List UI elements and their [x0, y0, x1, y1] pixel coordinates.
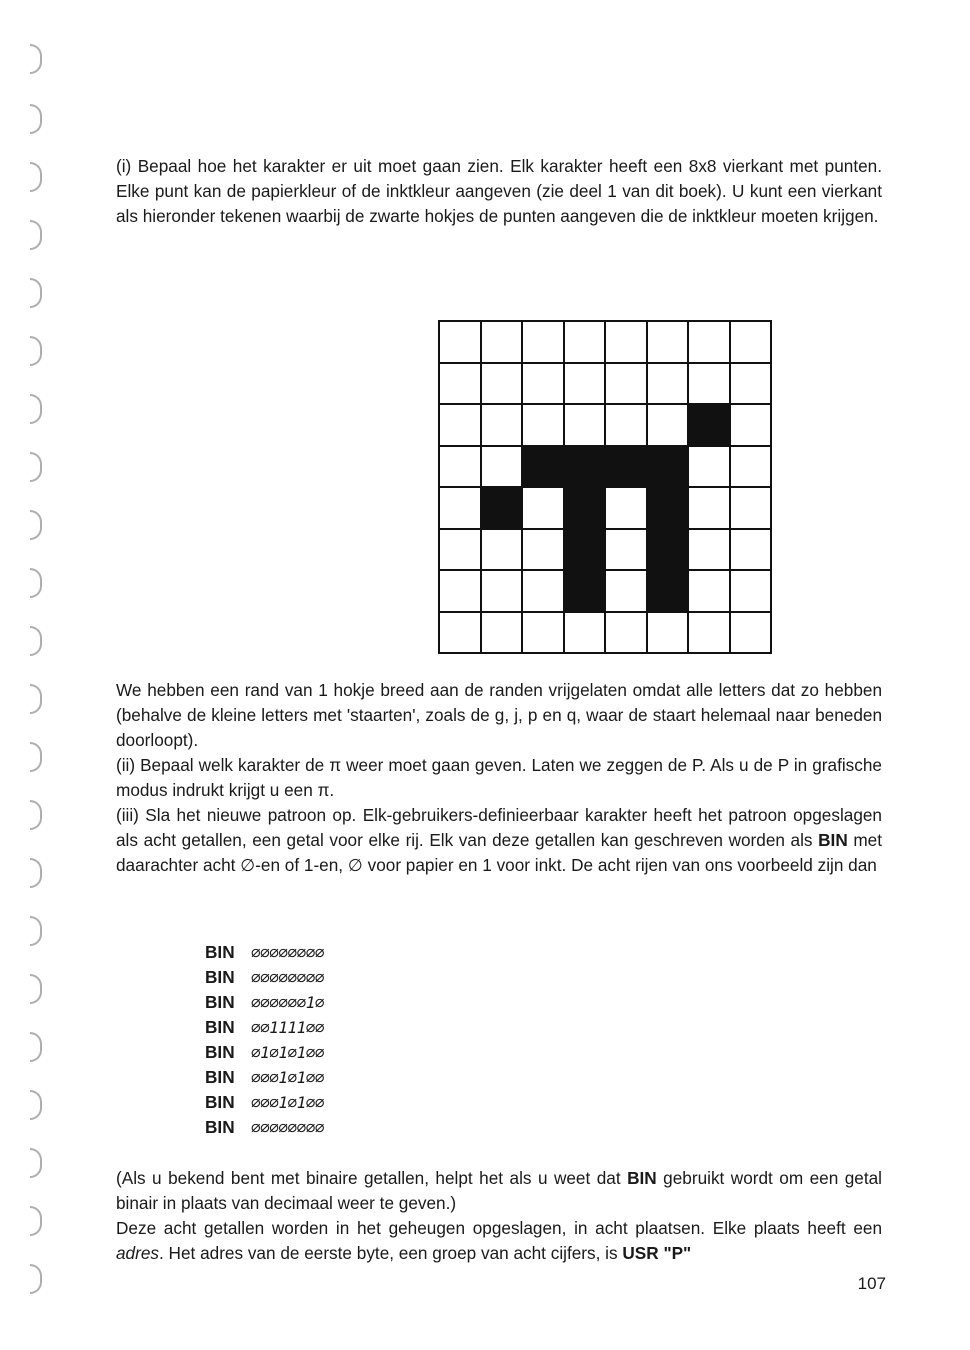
binding-ring [30, 1032, 42, 1062]
grid-cell [606, 405, 646, 445]
bin-keyword: BIN [818, 830, 848, 850]
bin-row [205, 965, 324, 990]
binding-ring [30, 1148, 42, 1178]
grid-cell [482, 488, 522, 528]
closing-paragraph [116, 1166, 882, 1266]
grid-cell [731, 571, 771, 611]
binding-ring [30, 626, 42, 656]
grid-cell [648, 447, 688, 487]
bin-row [205, 940, 324, 965]
binding-ring [30, 452, 42, 482]
page-number: 107 [857, 1274, 886, 1293]
bin-pattern-list [205, 940, 324, 1140]
grid-cell [565, 447, 605, 487]
binding-ring [30, 858, 42, 888]
closing-text-3: Deze acht getallen worden in het geheugen opgeslagen, in acht plaatsen. Elke plaats heeft een [116, 1218, 882, 1238]
grid-cell [648, 364, 688, 404]
binding-ring [30, 278, 42, 308]
grid-cell [482, 447, 522, 487]
grid-cell [482, 613, 522, 653]
bin-keyword: BIN [205, 1017, 235, 1037]
grid-cell [565, 488, 605, 528]
bin-value: ∅∅∅∅∅∅∅∅ [251, 1118, 325, 1137]
bin-keyword: BIN [205, 942, 235, 962]
grid-cell [440, 447, 480, 487]
binding-ring [30, 394, 42, 424]
usr-p-keyword: USR "P" [622, 1243, 692, 1263]
border-explanation: We hebben een rand van 1 hokje breed aan de randen vrijgelaten omdat alle letters dat zo hebben (behalve de kleine letters met 'staarten', zoals de g, j, p en q, waar de staart helemaal naar beneden doorloopt). [116, 680, 882, 750]
grid-cell [606, 488, 646, 528]
grid-cell [565, 571, 605, 611]
grid-cell [606, 613, 646, 653]
grid-cell [689, 571, 729, 611]
grid-cell [648, 488, 688, 528]
bin-value: ∅∅1111∅∅ [251, 1018, 325, 1037]
intro-paragraph [116, 154, 882, 229]
grid-cell [440, 364, 480, 404]
grid-cell [523, 405, 563, 445]
bin-keyword-closing: BIN [627, 1168, 657, 1188]
grid-cell [731, 322, 771, 362]
grid-cell [731, 530, 771, 570]
binding-ring [30, 220, 42, 250]
grid-cell [648, 530, 688, 570]
binding-ring [30, 510, 42, 540]
grid-cell [565, 364, 605, 404]
bin-keyword: BIN [205, 992, 235, 1012]
step-iii-text: (iii) Sla het nieuwe patroon op. Elk-gebruikers-definieerbaar karakter heeft het patroon opgeslagen als acht getallen, een getal voor elke rij. Elk van deze getallen kan geschreven worden als [116, 805, 882, 850]
closing-text-4: . Het adres van de eerste byte, een groep van acht cijfers, is [159, 1243, 618, 1263]
binding-ring [30, 1090, 42, 1120]
bin-row [205, 1090, 324, 1115]
binding-ring [30, 800, 42, 830]
binding-ring [30, 742, 42, 772]
bin-value: ∅∅∅1∅1∅∅ [251, 1068, 325, 1087]
step-ii-text: (ii) Bepaal welk karakter de π weer moet gaan geven. Laten we zeggen de P. Als u de P in grafische modus indrukt krijgt u een π. [116, 755, 882, 800]
grid-cell [648, 613, 688, 653]
bin-keyword: BIN [205, 1042, 235, 1062]
grid-cell [523, 613, 563, 653]
grid-cell [606, 571, 646, 611]
bin-value: ∅∅∅∅∅∅∅∅ [251, 943, 325, 962]
grid-cell [440, 571, 480, 611]
bin-value: ∅1∅1∅1∅∅ [251, 1043, 325, 1062]
grid-cell [689, 447, 729, 487]
binding-ring [30, 568, 42, 598]
binding-ring [30, 1206, 42, 1236]
grid-cell [440, 322, 480, 362]
bin-keyword: BIN [205, 1092, 235, 1112]
adres-word: adres [116, 1243, 159, 1263]
grid-cell [440, 488, 480, 528]
character-pixel-grid [438, 320, 772, 654]
bin-row [205, 1015, 324, 1040]
bin-keyword: BIN [205, 1067, 235, 1087]
grid-cell [731, 488, 771, 528]
grid-cell [523, 530, 563, 570]
bin-row [205, 1040, 324, 1065]
binding-ring [30, 162, 42, 192]
bin-row [205, 990, 324, 1015]
grid-cell [731, 364, 771, 404]
grid-cell [689, 488, 729, 528]
grid-cell [689, 530, 729, 570]
spiral-binding [22, 30, 52, 1330]
grid-cell [523, 322, 563, 362]
grid-cell [482, 322, 522, 362]
binding-ring [30, 44, 42, 74]
binding-ring [30, 104, 42, 134]
grid-cell [689, 405, 729, 445]
grid-cell [440, 530, 480, 570]
grid-cell [648, 571, 688, 611]
bin-row [205, 1115, 324, 1140]
grid-cell [565, 613, 605, 653]
binding-ring [30, 974, 42, 1004]
bin-value: ∅∅∅∅∅∅∅∅ [251, 968, 325, 987]
binding-ring [30, 1264, 42, 1294]
grid-cell [606, 530, 646, 570]
grid-cell [731, 405, 771, 445]
grid-cell [731, 447, 771, 487]
bin-keyword: BIN [205, 1117, 235, 1137]
closing-text-1: (Als u bekend bent met binaire getallen, helpt het als u weet dat [116, 1168, 621, 1188]
grid-cell [731, 613, 771, 653]
bin-value: ∅∅∅∅∅∅1∅ [251, 993, 325, 1012]
bin-value: ∅∅∅1∅1∅∅ [251, 1093, 325, 1112]
grid-cell [648, 322, 688, 362]
grid-cell [482, 530, 522, 570]
step-iii-tail: met daarachter acht ∅-en of 1-en, ∅ voor papier en 1 voor inkt. De acht rijen van ons voorbeeld zijn dan [116, 830, 882, 875]
grid-cell [523, 571, 563, 611]
grid-cell [689, 322, 729, 362]
binding-ring [30, 684, 42, 714]
explanation-paragraph [116, 678, 882, 878]
binding-ring [30, 336, 42, 366]
grid-cell [482, 571, 522, 611]
bin-keyword: BIN [205, 967, 235, 987]
closing-text-2: gebruikt wordt om een getal binair in plaats van decimaal weer te geven.) [116, 1168, 883, 1213]
intro-text: (i) Bepaal hoe het karakter er uit moet gaan zien. Elk karakter heeft een 8x8 vierkant met punten. Elke punt kan de papierkleur of de inktkleur aangeven (zie deel 1 van dit boek). U kunt een vierkant als hieronder tekenen waarbij de zwarte hokjes de punten aangeven die de inktkleur moeten krijgen. [116, 156, 882, 226]
grid-cell [565, 322, 605, 362]
grid-cell [689, 364, 729, 404]
grid-cell [482, 405, 522, 445]
grid-cell [523, 364, 563, 404]
grid-cell [523, 447, 563, 487]
grid-cell [565, 405, 605, 445]
grid-cell [606, 447, 646, 487]
grid-cell [565, 530, 605, 570]
grid-cell [606, 322, 646, 362]
grid-cell [606, 364, 646, 404]
grid-cell [689, 613, 729, 653]
grid-cell [482, 364, 522, 404]
grid-cell [440, 405, 480, 445]
binding-ring [30, 916, 42, 946]
grid-cell [523, 488, 563, 528]
bin-row [205, 1065, 324, 1090]
grid-cell [440, 613, 480, 653]
grid-cell [648, 405, 688, 445]
